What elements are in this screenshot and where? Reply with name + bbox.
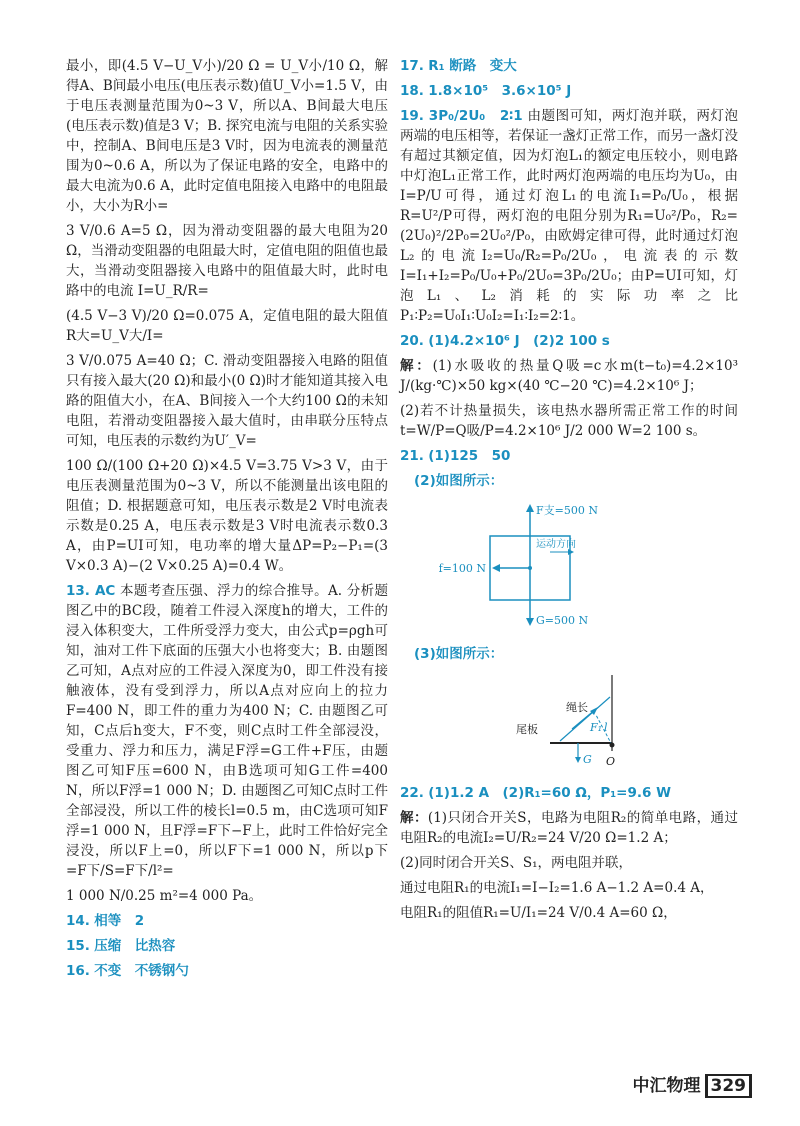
q22-number: 22. bbox=[400, 785, 424, 801]
rope-label: 绳长 bbox=[566, 701, 588, 714]
q22-step1-text: (1)只闭合开关S，电路为电阻R₂的简单电路，通过电阻R₂的电流I₂=U/R₂=24 V/20 Ω=1.2 A； bbox=[400, 810, 738, 846]
book-title: 中汇物理 bbox=[632, 1076, 701, 1096]
f1-label: F₁ bbox=[590, 721, 603, 734]
q12-continued-p3: (4.5 V−3 V)/20 Ω=0.075 A，定值电阻的最大阻值R大=U_V大/I= bbox=[66, 308, 388, 344]
gravity-label: G=500 N bbox=[536, 614, 589, 627]
q21-part3-label: (3)如图所示： bbox=[414, 646, 504, 662]
q13-end: 1 000 N/0.25 m²=4 000 Pa。 bbox=[66, 888, 263, 904]
q21-value: (1)125 50 bbox=[428, 448, 511, 464]
q14-answer bbox=[66, 911, 388, 931]
left-column bbox=[66, 56, 388, 986]
q22-answer bbox=[400, 783, 738, 803]
q22-solution-label: 解： bbox=[400, 810, 428, 826]
q19-number: 19. bbox=[400, 108, 424, 124]
q20-answer bbox=[400, 331, 738, 351]
o-label: O bbox=[606, 755, 616, 768]
q17-value: R₁ 断路 变大 bbox=[428, 58, 517, 74]
right-column bbox=[400, 56, 738, 928]
q19-value: 3P₀/2U₀ 2∶1 bbox=[428, 108, 523, 124]
q21-number: 21. bbox=[400, 448, 424, 464]
g-label: G bbox=[583, 753, 592, 766]
q12-continued-p5: 100 Ω/(100 Ω+20 Ω)×4.5 V=3.75 V>3 V，由于电压表测量范围为0~3 V，所以不能测量出该电阻的阻值；D. 根据题意可知，电压表示数是2 V时电流表示数是0.25 A，电压表示数是3 V时电流表示数0.3 A，由P=UI可知，电功率的增大量ΔP=P₂−P₁=(3 V×0.3 A)−(2 V×0.25 A)=0.4 W。 bbox=[66, 458, 388, 574]
q12-continued-p1: 最小，即(4.5 V−U_V小)/20 Ω = U_V小/10 Ω，解得A、B间最小电压(电压表示数)值U_V小=1.5 V，由于电压表测量范围为0~3 V，所以A、B间最大电压(电压表示数)值是3 V；B. 探究电流与电阻的关系实验中，控制A、B间电压是3 V时，因为电流表的测量范围为0~0.6 A，所以为了保证电路的安全，电路中的最大电流为0.6 A，此时定值电阻接入电路中的电阻最小，大小为R小= bbox=[66, 58, 388, 214]
q16-value: 不变 不锈钢勺 bbox=[94, 963, 189, 979]
support-force-label: F支=500 N bbox=[536, 504, 598, 517]
q13-number: 13. AC bbox=[66, 583, 116, 599]
q20-number: 20. bbox=[400, 333, 424, 349]
q22-value: (1)1.2 A (2)R₁=60 Ω，P₁=9.6 W bbox=[428, 785, 671, 801]
q18-value: 1.8×10⁵ 3.6×10⁵ J bbox=[428, 83, 572, 99]
q20-value: (1)4.2×10⁶ J (2)2 100 s bbox=[428, 333, 610, 349]
lever-diagram bbox=[400, 673, 660, 769]
q22-step4: 电阻R₁的阻值R₁=U/I₁=24 V/0.4 A=60 Ω， bbox=[400, 905, 677, 921]
q22-step3: 通过电阻R₁的电流I₁=I−I₂=1.6 A−1.2 A=0.4 A， bbox=[400, 880, 714, 896]
q16-number: 16. bbox=[66, 963, 90, 979]
q14-value: 相等 2 bbox=[94, 913, 145, 929]
page-footer bbox=[633, 1071, 753, 1096]
q14-number: 14. bbox=[66, 913, 90, 929]
q17-number: 17. bbox=[400, 58, 424, 74]
force-diagram bbox=[400, 500, 660, 630]
q12-continued-p2: 3 V/0.6 A=5 Ω，因为滑动变阻器的最大电阻为20 Ω，当滑动变阻器的电阻最大时，定值电阻的阻值也最大，当滑动变阻器接入电路中的阻值最大时，此时电路中的电流 I=U_R/R= bbox=[66, 223, 388, 299]
q12-continued-p4: 3 V/0.075 A=40 Ω；C. 滑动变阻器接入电路的阻值只有接入最大(20 Ω)和最小(0 Ω)时才能知道其接入电路的阻值大小，在A、B间接入一个大约100 Ω的未知电阻，若滑动变阻器接入最大值时，由串联分压特点可知，电压表的示数约为U′_V= bbox=[66, 353, 388, 449]
q20-step1 bbox=[400, 356, 738, 396]
q18-number: 18. bbox=[400, 83, 424, 99]
q20-solution-label: 解： bbox=[400, 358, 433, 374]
motion-direction-label: 运动方向 bbox=[536, 539, 576, 550]
q22-step1 bbox=[400, 808, 738, 848]
l-label: l bbox=[604, 721, 608, 734]
tail-board-label: 尾板 bbox=[516, 723, 538, 736]
q15-value: 压缩 比热容 bbox=[94, 938, 176, 954]
q17-answer bbox=[400, 56, 738, 76]
q20-step2: (2)若不计热量损失，该电热水器所需正常工作的时间t=W/P=Q吸/P=4.2×10⁶ J/2 000 W=2 100 s。 bbox=[400, 403, 738, 439]
q13-answer bbox=[66, 581, 388, 881]
q16-answer bbox=[66, 961, 388, 981]
q15-answer bbox=[66, 936, 388, 956]
q21-part2-label: (2)如图所示： bbox=[414, 473, 504, 489]
q13-explanation: 本题考查压强、浮力的综合推导。A. 分析题图乙中的BC段，随着工件浸入深度h的增大，工件的浸入体积变大，工件所受浮力变大，由公式p=ρgh可知，油对工件下底面的压强大小也将变大；B. 由题图乙可知，A点对应的工件浸入深度为0，即工件没有接触液体，没有受到浮力，所以A点对应向上的拉力F=400 N，即工件的重力为400 N；C. 由题图乙可知，C点后h变大，F不变，则C点时工件全部浸没，受重力、浮力和压力，满足F浮=G工件+F压，由题图乙可知F压=600 N，由B选项可知G工件=400 N，所以F浮=1 000 N；D. 由题图乙可知C点时工件全部浸没，所以工件的棱长l=0.5 m，由C选项可知F浮=1 000 N，且F浮=F下−F上，此时工件恰好完全浸没，所以F上=0，所以F下=1 000 N，所以p下=F下/S=F下/l²= bbox=[66, 583, 388, 879]
q20-step1-text: (1)水吸收的热量Q吸=c水m(t−t₀)=4.2×10³ J/(kg·℃)×50 kg×(40 ℃−20 ℃)=4.2×10⁶ J； bbox=[400, 358, 738, 394]
q15-number: 15. bbox=[66, 938, 90, 954]
q19-answer bbox=[400, 106, 738, 326]
page-number: 329 bbox=[705, 1074, 753, 1098]
q19-explanation: 由题图可知，两灯泡并联，两灯泡两端的电压相等，若保证一盏灯正常工作，而另一盏灯没有超过其额定值，因为灯泡L₁的额定电压较小，则电路中灯泡L₁正常工作，此时两灯泡两端的电压均为U₀，由I=P/U可得，通过灯泡L₁的电流I₁=P₀/U₀，根据R=U²/P可得，两灯泡的电阻分别为R₁=U₀²/P₀，R₂=(2U₀)²/2P₀=2U₀²/P₀，由欧姆定律可得，此时通过灯泡L₂的电流I₂=U₀/R₂=P₀/2U₀，电流表的示数I=I₁+I₂=P₀/U₀+P₀/2U₀=3P₀/2U₀；由P=UI可知，灯泡L₁、L₂消耗的实际功率之比P₁∶P₂=U₀I₁∶U₀I₂=I₁∶I₂=2∶1。 bbox=[400, 108, 739, 324]
q21-answer bbox=[400, 446, 738, 466]
pivot bbox=[610, 743, 615, 748]
q22-step2: (2)同时闭合开关S、S₁，两电阻并联， bbox=[400, 855, 633, 871]
friction-label: f=100 N bbox=[438, 562, 486, 575]
q18-answer bbox=[400, 81, 738, 101]
